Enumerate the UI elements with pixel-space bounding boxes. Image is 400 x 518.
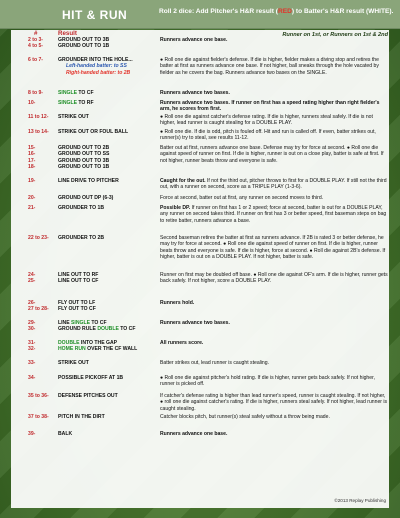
description-text: Second baseman retires the batter at first as runners advance. If 2B is rated 3 or better defense, he may try for force at second. ● Roll one die against speed of runner on first. If die is higher, runner beats throw and everyone is safe. If die is higher, force at second. ● Roll die against 2B's defense. If higher, batter is out on a DOUBLE PLAY. If not higher, batter is safe. xyxy=(160,235,386,261)
result-label xyxy=(58,235,153,241)
result-text: STRIKE OUT xyxy=(58,360,89,366)
result-text: POSSIBLE PICKOFF AT 1B xyxy=(58,375,124,381)
result-text xyxy=(58,100,153,106)
result-text: GROUNDER TO 2B xyxy=(58,235,105,241)
column-header-result: Result xyxy=(58,30,77,37)
description-text: Runner on first may be doubled off base. ● Roll one die against OF's arm. If die is higher, runner gets back safely. If not higher, score a DOUBLE PLAY. xyxy=(160,272,388,285)
result-description xyxy=(160,414,388,420)
column-header-number: # xyxy=(34,30,38,37)
roll-number xyxy=(28,300,58,313)
result-text: FLY OUT TO LF xyxy=(58,300,96,306)
roll-instruction xyxy=(159,8,393,15)
roll-number xyxy=(28,90,58,96)
result-description xyxy=(160,360,388,366)
result-label xyxy=(58,414,153,420)
result-label xyxy=(58,37,153,50)
roll-number xyxy=(28,320,58,333)
roll-number-value: 31- xyxy=(28,340,36,346)
description-text: Runners advance two bases. xyxy=(160,320,230,326)
roll-number-value: 24- xyxy=(28,272,36,278)
roll-number-value: 13 to 14- xyxy=(28,129,49,135)
description-text: Runners advance one base. xyxy=(160,431,228,437)
result-label xyxy=(58,205,153,211)
roll-number xyxy=(28,360,58,366)
result-label xyxy=(58,320,153,333)
description-text: Runners advance two bases. xyxy=(160,90,230,96)
result-description xyxy=(160,195,388,201)
result-suffix: TO RF xyxy=(76,100,94,106)
result-description xyxy=(160,340,388,346)
description-text: Batter strikes out, lead runner is caught stealing. xyxy=(160,360,270,366)
roll-number xyxy=(28,205,58,211)
description-lead: Caught for the out. xyxy=(160,178,206,184)
roll-number xyxy=(28,57,58,63)
roll-number-value: 17- xyxy=(28,157,36,164)
roll-number-value: 16- xyxy=(28,151,36,158)
result-text: PITCH IN THE DIRT xyxy=(58,414,105,420)
single-hit-label: SINGLE xyxy=(58,90,77,96)
roll-number-value: 27 to 28- xyxy=(28,306,49,313)
roll-number-value: 34- xyxy=(28,375,36,381)
description-text: Runners hold. xyxy=(160,300,195,306)
hit-type-label: HOME RUN xyxy=(58,346,86,353)
result-text: LINE DRIVE TO PITCHER xyxy=(58,178,119,184)
roll-number-value: 8 to 9- xyxy=(28,90,44,96)
result-suffix: OVER THE CF WALL xyxy=(85,346,138,353)
hit-type-label: DOUBLE xyxy=(58,340,80,346)
roll-number-value: 29- xyxy=(28,320,36,326)
roll-number-value: 20- xyxy=(28,195,36,201)
result-label xyxy=(58,195,153,201)
roll-number-value: 10- xyxy=(28,100,36,106)
result-description xyxy=(160,235,388,261)
result-label xyxy=(58,114,153,120)
result-text: GROUND OUT DP (6-3) xyxy=(58,195,114,201)
result-suffix: TO CF xyxy=(118,326,136,333)
right-handed-note: Right-handed batter: to 2B xyxy=(66,69,131,76)
description-text: Runners advance two bases. If runner on first has a speed rating higher than right fielder's arm, he scores from first. xyxy=(160,100,380,113)
result-prefix: GROUND RULE xyxy=(58,326,98,333)
roll-number-value: 25- xyxy=(28,278,36,285)
result-label xyxy=(58,300,153,313)
result-description xyxy=(160,37,388,43)
single-hit-label: SINGLE xyxy=(58,100,77,106)
roll-number-value: 19- xyxy=(28,178,36,184)
result-description xyxy=(160,129,388,142)
roll-number xyxy=(28,145,58,171)
result-text xyxy=(58,346,153,352)
result-label xyxy=(58,145,153,171)
result-description xyxy=(160,300,388,306)
description-text: Batter out at first, runners advance one base. Defense may try for force at second. ● Roll one die against speed of runner on first. If die is higher, runner is out on a close play, batter is safe at first. If not higher, runner beats throw and everyone is safe. xyxy=(160,145,384,164)
description-text: Runners advance one base. xyxy=(160,37,228,43)
description-text: If runner on first has 1 or 2 speed; force at second, batter is out for a DOUBLE PLAY, any runner on second takes third. If runner on first has 3 or better speed, first baseman steps on bag to retire batter, runners advance a base. xyxy=(160,205,387,224)
hit-type-label: SINGLE xyxy=(71,320,90,326)
result-label xyxy=(58,375,153,381)
header-bar xyxy=(0,0,400,29)
result-description xyxy=(160,431,388,437)
result-text xyxy=(58,90,153,96)
result-text: DEFENSE PITCHES OUT xyxy=(58,393,118,399)
result-label xyxy=(58,393,153,399)
roll-number-value: 4 to 5- xyxy=(28,43,44,50)
description-text: ● Roll one die against fielder's defense. If die is higher, fielder makes a diving stop and retires the batter at first as runners advance one base. If not higher, ball sneaks through the hole vacated by fielder as he covers the bag. Runners advance two bases on the SINGLE. xyxy=(160,57,379,76)
roll-number-value: 18- xyxy=(28,164,36,171)
result-text: GROUND OUT TO 1B xyxy=(58,164,110,171)
roll-number xyxy=(28,37,58,50)
result-description xyxy=(160,272,388,285)
roll-number xyxy=(28,431,58,437)
roll-number-value: 37 to 38- xyxy=(28,414,49,420)
roll-number xyxy=(28,129,58,135)
roll-number-value: 35 to 36- xyxy=(28,393,49,399)
copyright-footer: ©2013 Replay Publishing xyxy=(334,498,386,503)
roll-number-value: 32- xyxy=(28,346,36,353)
page-title: HIT & RUN xyxy=(62,8,128,22)
result-text: GROUND OUT TO 3B xyxy=(58,37,110,43)
result-description xyxy=(160,178,388,191)
result-description xyxy=(160,320,388,326)
description-text: Catcher blocks pitch, but runner(s) steal safely without a throw being made. xyxy=(160,414,330,420)
result-text: LINE OUT TO CF xyxy=(58,278,99,285)
roll-number-value: 22 to 23- xyxy=(28,235,49,241)
result-suffix: TO CF xyxy=(90,320,107,326)
description-text: If catcher's defense rating is higher than lead runner's speed, runner is caught stealing. If not higher, ● roll one die against catcher's rating. If die is higher, runners steal safely. If not higher, lead runner is caught stealing. xyxy=(160,393,388,412)
result-text: STRIKE OUT OR FOUL BALL xyxy=(58,129,129,135)
result-description xyxy=(160,393,388,412)
result-label xyxy=(58,272,153,285)
result-text: STRIKE OUT xyxy=(58,114,89,120)
roll-number xyxy=(28,414,58,420)
roll-number-value: 30- xyxy=(28,326,36,333)
result-text: GROUND OUT TO 3B xyxy=(58,157,110,164)
result-label xyxy=(58,90,153,96)
instruction-prefix: Roll 2 dice: Add Pitcher's H&R result ( xyxy=(159,8,278,15)
roll-number xyxy=(28,235,58,241)
result-label xyxy=(58,57,153,76)
roll-number-value: 15- xyxy=(28,145,36,151)
instruction-suffix: ) to Batter's H&R result (WHITE). xyxy=(291,8,394,15)
description-text: ● Roll one die against pitcher's hold rating. If die is higher, runner gets back safely. If not higher, runner is picked off. xyxy=(160,375,375,388)
result-description xyxy=(160,205,388,224)
description-text: Force at second, batter out at first, any runner on second moves to third. xyxy=(160,195,324,201)
result-suffix: INTO THE GAP xyxy=(79,340,118,346)
result-description xyxy=(160,57,388,76)
roll-number xyxy=(28,272,58,285)
result-text: GROUNDER INTO THE HOLE... xyxy=(58,57,133,63)
result-label xyxy=(58,340,153,353)
hit-type-label: DOUBLE xyxy=(97,326,119,333)
description-lead: Possible DP. xyxy=(160,205,191,211)
result-text: GROUNDER TO 1B xyxy=(58,205,105,211)
result-description xyxy=(160,145,388,164)
roll-number-value: 26- xyxy=(28,300,36,306)
result-text: BALK xyxy=(58,431,73,437)
result-label xyxy=(58,129,153,135)
roll-number xyxy=(28,178,58,184)
description-text: ● Roll one die against catcher's defense rating. If die is higher, runners steal safely. If die is not higher, lead runner is caught stealing for a DOUBLE PLAY. xyxy=(160,114,373,127)
left-handed-note: Left-handed batter: to SS xyxy=(66,63,127,70)
result-suffix: TO CF xyxy=(76,90,94,96)
result-description xyxy=(160,100,388,113)
result-label xyxy=(58,431,153,437)
roll-number-value: 39- xyxy=(28,431,36,437)
description-text: If not the third out, pitcher throws to first for a DOUBLE PLAY. If still not the third out, with a runner on second, score as a TRIPLE PLAY (1-3-6). xyxy=(160,178,387,191)
result-text xyxy=(58,326,153,332)
description-text: ● Roll one die. If die is odd, pitch is fouled off. Hit and run is called off. If even, batter strikes out, runner(s) try to steal, see results 11-12. xyxy=(160,129,376,142)
roll-number-value: 21- xyxy=(28,205,36,211)
roll-number xyxy=(28,195,58,201)
roll-number xyxy=(28,375,58,381)
result-text: GROUND OUT TO 1B xyxy=(58,43,110,50)
description-text: All runners score. xyxy=(160,340,204,346)
result-label xyxy=(58,178,153,184)
result-description xyxy=(160,90,388,96)
result-text: GROUND OUT TO 2B xyxy=(58,145,110,151)
result-label xyxy=(58,360,153,366)
result-prefix: LINE xyxy=(58,320,72,326)
runner-situation-note: Runner on 1st, or Runners on 1st & 2nd xyxy=(282,32,388,38)
roll-number xyxy=(28,100,58,106)
instruction-red: RED xyxy=(277,8,292,15)
result-text: LINE OUT TO RF xyxy=(58,272,99,278)
result-text: FLY OUT TO CF xyxy=(58,306,96,313)
result-description xyxy=(160,114,388,127)
roll-number-value: 6 to 7- xyxy=(28,57,44,63)
roll-number-value: 11 to 12- xyxy=(28,114,49,120)
roll-number xyxy=(28,393,58,399)
result-label xyxy=(58,100,153,106)
result-text: GROUND OUT TO SS xyxy=(58,151,110,158)
roll-number-value: 33- xyxy=(28,360,36,366)
roll-number xyxy=(28,340,58,353)
roll-number-value: 2 to 3- xyxy=(28,37,44,43)
roll-number xyxy=(28,114,58,120)
result-description xyxy=(160,375,388,388)
